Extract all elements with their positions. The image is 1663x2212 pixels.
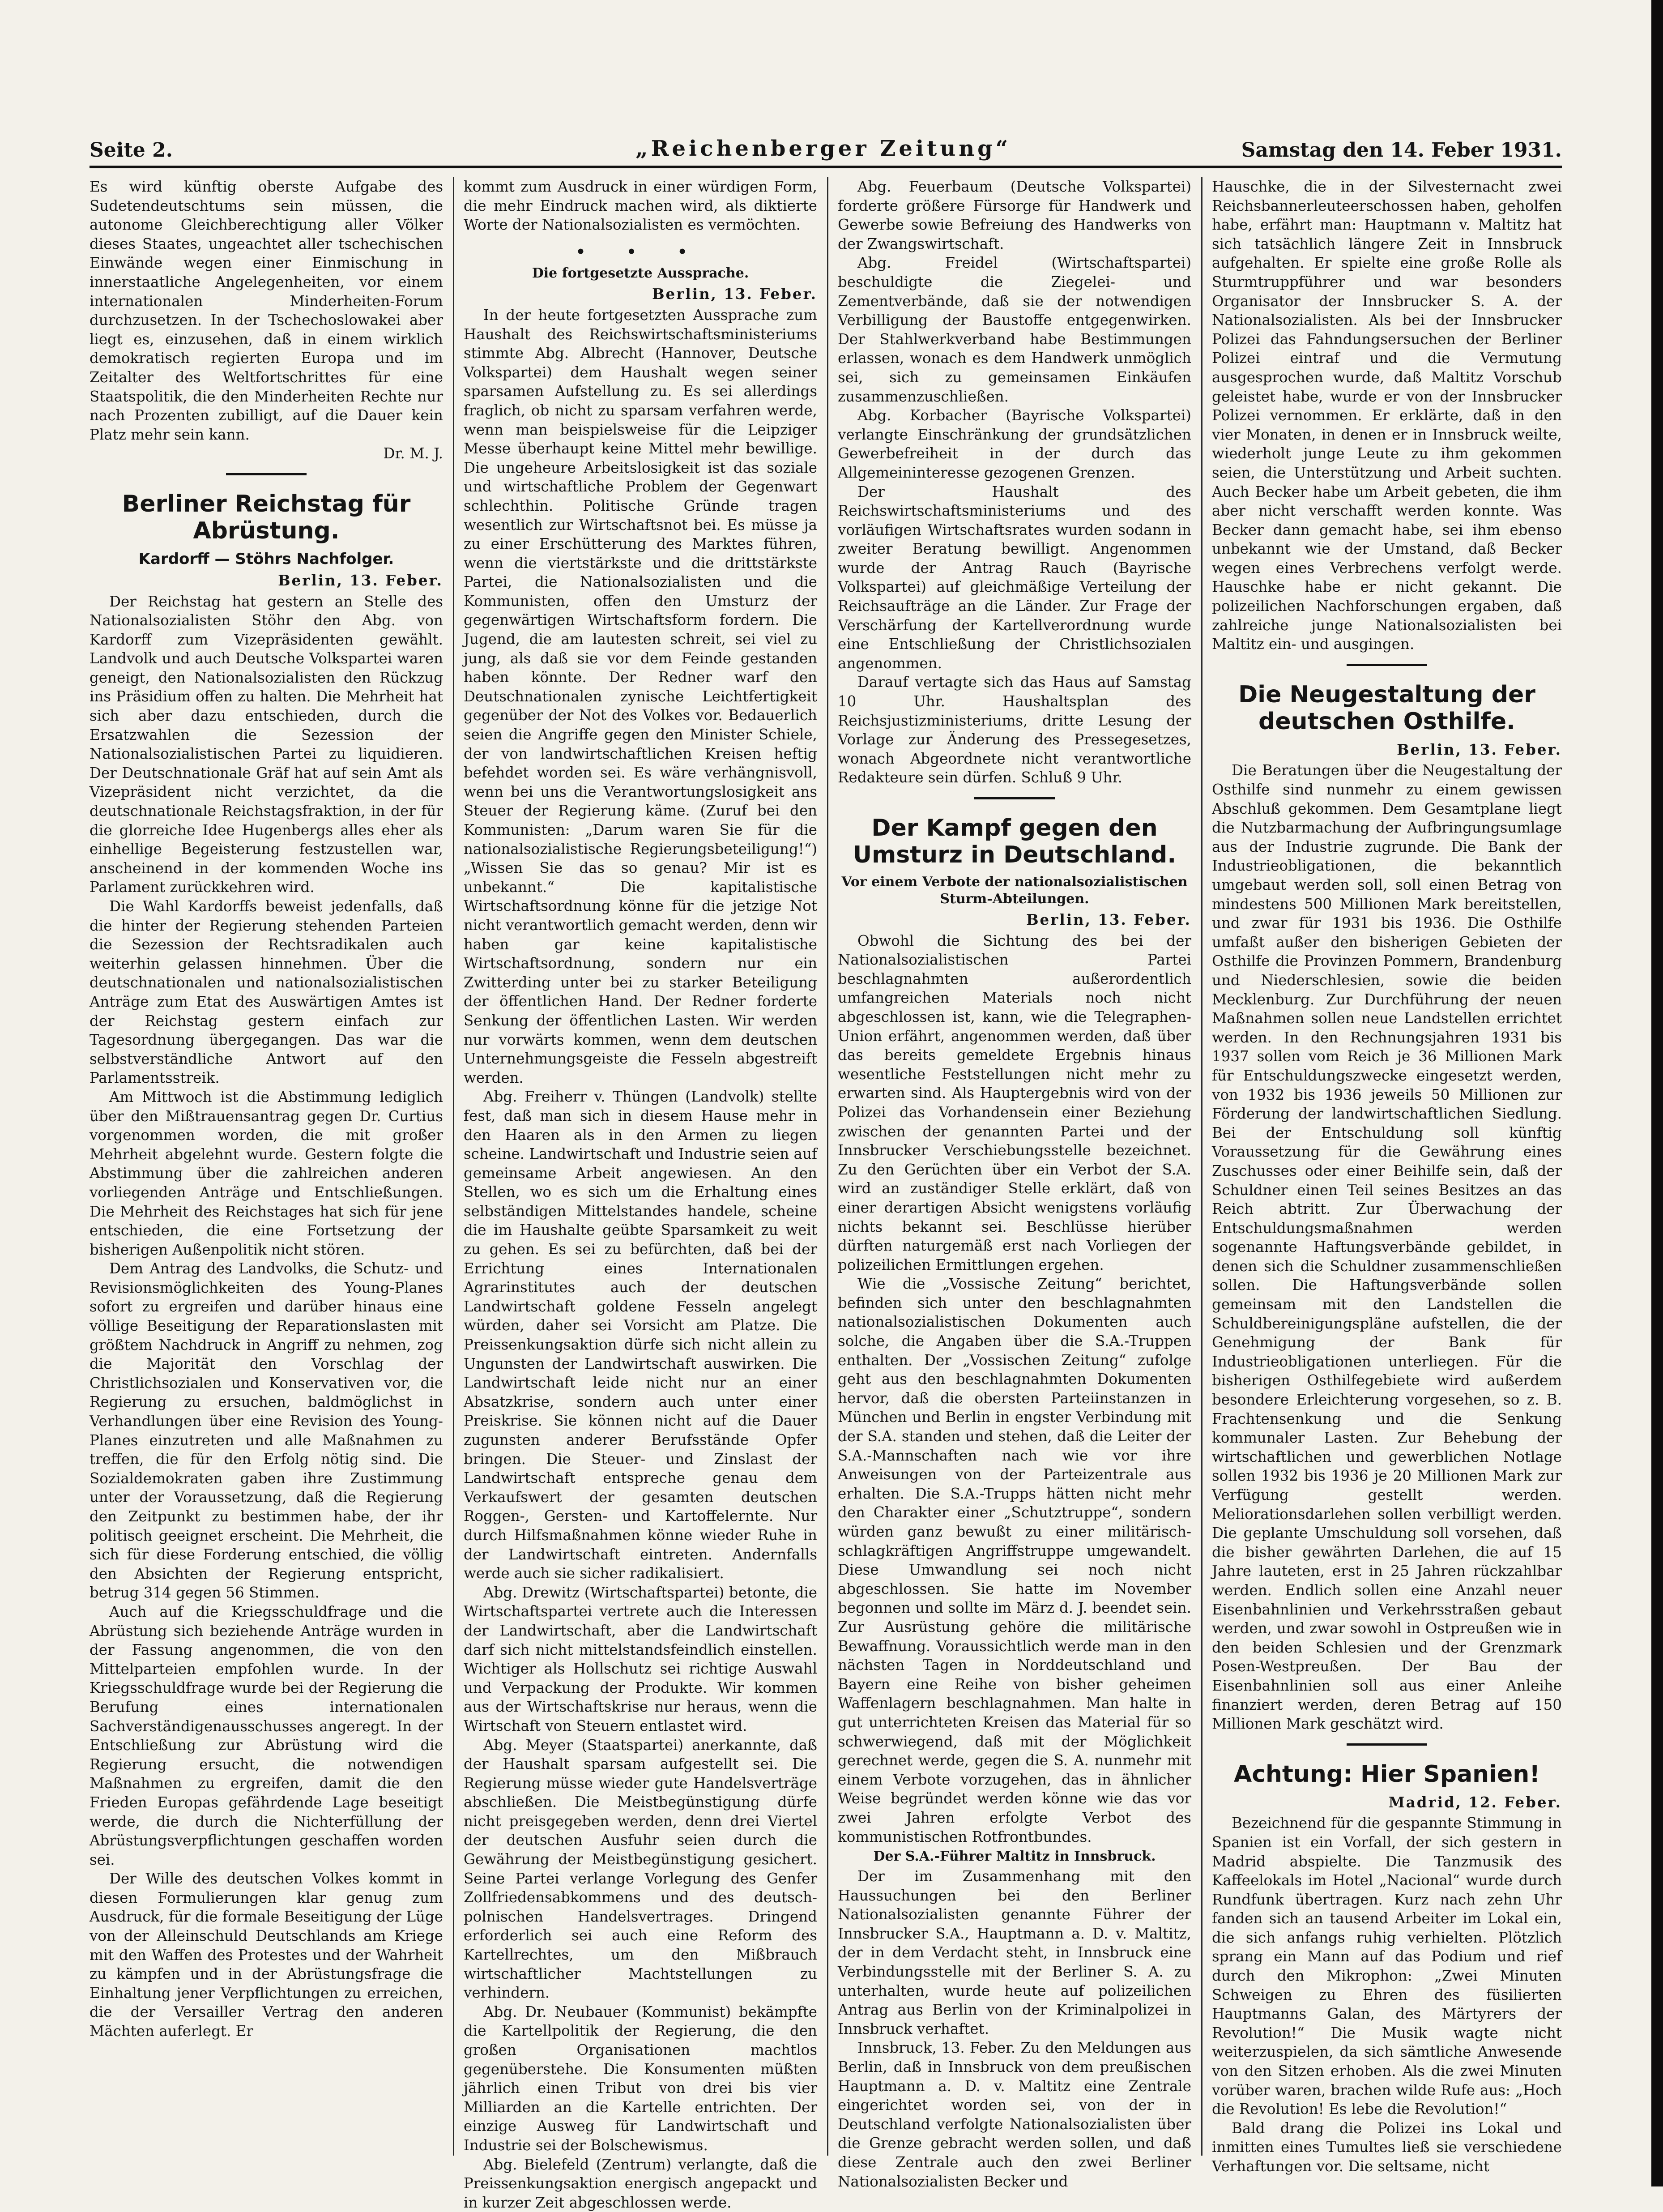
scan-edge xyxy=(1651,0,1663,2186)
columns xyxy=(90,177,1562,2211)
article-paragraph: Abg. Feuerbaum (Deutsche Volkspartei) forderte größere Fürsorge für Handwerk und Gewerbe sowie Befreiung des Handwerks von der Zwangswirtschaft. xyxy=(838,178,1191,252)
dateline: Madrid, 12. Feber. xyxy=(1388,1793,1562,1811)
subhead-maltitz: Der S.A.-Führer Maltitz in Innsbruck. xyxy=(873,1849,1156,1865)
headline-reichstag: Berliner Reichstag für Abrüstung. xyxy=(122,490,411,544)
column-4 xyxy=(1212,177,1562,2175)
divider xyxy=(974,797,1055,799)
author-signature: Dr. M. J. xyxy=(383,445,443,462)
divider xyxy=(226,473,307,475)
divider xyxy=(1347,1743,1427,1746)
article-paragraph: Bezeichnend für die gespannte Stimmung in Spanien ist ein Vorfall, der sich gestern in Madrid abspielte. Die Tanzmusik des Kaffeelokals im Hotel „Nacional“ wurde durch Rundfunk übertragen. Kurz nach zehn Uhr fanden sich an tausend Arbeiter im Lokal ein, die sich anfangs ruhig verhielten. Plötzlich sprang ein Mann auf das Podium und rief durch den Mikrophon: „Zwei Minuten Schweigen zu Ehren des füsilierten Hauptmanns Galan, des Märtyrers der Revolution!“ Die Musik wagte nicht weiterzuspielen, da sich sämtliche Anwesende von den Sitzen erhoben. Als die zwei Minuten vorüber waren, brachen wilde Rufe aus: „Hoch die Revolution! Es lebe die Revolution!“ xyxy=(1212,1815,1562,2118)
headline-osthilfe: Die Neugestaltung der deutschen Osthilfe. xyxy=(1238,681,1535,735)
article-paragraph: Abg. Bielefeld (Zentrum) verlangte, daß die Preissenkungsaktion energisch angepackt und in kurzer Zeit abgeschlossen werde. xyxy=(464,2156,817,2211)
dateline: Berlin, 13. Feber. xyxy=(278,571,443,589)
article-paragraph: Abg. Drewitz (Wirtschaftspartei) betonte, die Wirtschaftspartei vertrete auch die Interessen der Landwirtschaft, aber die Landwirtschaft darf sich nicht mittelstandsfeindlich einstellen. Wichtiger als Hollschutz sei richtige Auswahl und Verpackung der Produkte. Wir kommen aus der Wirtschaftskrise nur heraus, wenn die Wirtschaft von Steuern entlastet wird. xyxy=(464,1584,817,1734)
subhead-verbot: Vor einem Verbote der nationalsozialistischen Sturm-Abteilungen. xyxy=(841,874,1188,907)
article-paragraph: Bald drang die Polizei ins Lokal und inmitten eines Tumultes ließ sie verschiedene Verhaftungen vor. Die seltsame, nicht xyxy=(1212,2119,1562,2175)
column-2 xyxy=(464,177,817,2211)
article-paragraph: Die Wahl Kardorffs beweist jedenfalls, daß die hinter der Regierung stehenden Parteien die Sezession der Rechtsradikalen auch weiterhin gelassen hinnehmen. Über die deutschnationalen und nationalsozialistischen Anträge zum Etat des Auswärtigen Amtes ist der Reichstag gestern einfach zur Tagesordnung übergegangen. Das war die selbstverständliche Antwort auf den Parlamentsstreik. xyxy=(90,898,443,1087)
column-rule xyxy=(827,177,828,2156)
column-1 xyxy=(90,177,443,2156)
article-paragraph: Auch auf die Kriegsschuldfrage und die Abrüstung sich beziehende Anträge wurden in der Fassung angenommen, die von den Mittelparteien empfohlen wurde. In der Kriegsschuldfrage wurde bei der Regierung die Berufung eines internationalen Sachverständigenausschusses angeregt. In der Entschließung zur Abrüstung wird die Regierung ersucht, die notwendigen Maßnahmen zu ergreifen, damit die den Frieden Europas gefährdende Lage beseitigt werde, die durch die Nichterfüllung der Abrüstungsverpflichtungen geschaffen worden sei. xyxy=(90,1603,443,1868)
article-paragraph: Der Haushalt des Reichswirtschaftsministeriums und des vorläufigen Wirtschaftsrates wurden sodann in zweiter Beratung bewilligt. Angenommen wurde der Antrag Rauch (Bayrische Volkspartei) auf gleichmäßige Verteilung der Reichsaufträge an die Länder. Zur Frage der Verschärfung der Kartellverordnung wurde eine Entschließung der Christlichsozialen angenommen. xyxy=(838,483,1191,672)
dateline: Berlin, 13. Feber. xyxy=(1026,911,1191,928)
page-number: Seite 2. xyxy=(90,139,173,162)
issue-date: Samstag den 14. Feber 1931. xyxy=(1241,139,1562,162)
column-3 xyxy=(838,177,1191,2190)
article-paragraph: In der heute fortgesetzten Aussprache zum Haushalt des Reichswirtschaftsministeriums stimmte Abg. Albrecht (Hannover, Deutsche Volkspartei) dem Haushalt wegen seiner sparsamen Aufstellung zu. Es sei allerdings fraglich, ob nicht zu sparsam verfahren werde, wenn man beispielsweise für die Leipziger Messe überhaupt keine Mittel mehr bewillige. Die ungeheure Arbeitslosigkeit ist das soziale und wirtschaftliche Problem der Gegenwart schlechthin. Politische Gründe tragen wesentlich zur Wirtschaftsnot bei. Es müsse ja zu einer Erschütterung des Marktes führen, wenn die viertstärkste und die drittstärkste Partei, die Nationalsozialisten und die Kommunisten, offen den Umsturz der gegenwärtigen Wirtschaftsform fordern. Die Jugend, die am lautesten schreit, sei viel zu jung, als daß sie vor dem Feinde gestanden haben könnte. Der Redner warf den Deutschnationalen zynische Leichtfertigkeit gegenüber der Not des Volkes vor. Bedauerlich seien die Angriffe gegen den Minister Schiele, der von landwirtschaftlichen Kreisen heftig befehdet worden sei. Es wäre verhängnisvoll, wenn bei uns die Verantwortungslosigkeit ans Steuer der Regierung käme. (Zuruf bei den Kommunisten: „Darum waren Sie für die nationalsozialistische Regierungsbeteiligung!“) „Wissen Sie das so genau? Mir ist es unbekannt.“ Die kapitalistische Wirtschaftsordnung könne für die jetzige Not nicht verantwortlich gemacht werden, denn wir haben gar keine kapitalistische Wirtschaftsordnung, sondern nur ein Zwitterding unter bei zu starker Beteiligung der öffentlichen Hand. Der Redner forderte Senkung der öffentlichen Lasten. Wir werden nur vorwärts kommen, wenn dem deutschen Unternehmungsgeiste die Fesseln abgestreift werden. xyxy=(464,306,817,1086)
article-paragraph: Es wird künftig oberste Aufgabe des Sudetendeutschtums sein müssen, die autonome Gleichberechtigung aller Völker dieses Staates, ungeachtet aller tschechischen Einwände wegen einer Einmischung in innerstaatliche Angelegenheiten, vor einem internationalen Minderheiten-Forum durchzusetzen. In der Tschechoslowakei aber liegt es, einzusehen, daß in einem wirklich demokratisch regierten Europa und im Zeitalter des Weltfortschrittes für eine Staatspolitik, die den Minderheiten Rechte nur nach Prozenten zubilligt, auf die Dauer kein Platz mehr sein kann. xyxy=(90,178,443,443)
article-paragraph: Abg. Freidel (Wirtschaftspartei) beschuldigte die Ziegelei- und Zementverbände, daß sie der notwendigen Verbilligung der Baustoffe entgegenwirken. Der Stahlwerkverband habe Bestimmungen erlassen, wonach es dem Handwerk unmöglich sei, sich zu gemeinsamen Einkäufen zusammenzuschließen. xyxy=(838,254,1191,405)
article-paragraph: Obwohl die Sichtung des bei der Nationalsozialistischen Partei beschlagnahmten außerordentlich umfangreichen Materials noch nicht abgeschlossen ist, kann, wie die Telegraphen-Union erfährt, angenommen werden, daß über das bereits gemeldete Ergebnis hinaus wesentliche Feststellungen nicht mehr zu erwarten sind. Als Hauptergebnis wird von der Polizei das Vorhandensein einer Beziehung zwischen der genannten Partei und der Innsbrucker Verschiebungsstelle bezeichnet. Zu den Gerüchten über ein Verbot der S.A. wird an zuständiger Stelle erklärt, daß von einer derartigen Absicht wenigstens vorläufig nichts bekannt sei. Beschlüsse hierüber dürften naturgemäß erst nach Vorliegen der polizeilichen Ermittlungen ergehen. xyxy=(838,932,1191,1273)
article-paragraph: Der im Zusammenhang mit den Haussuchungen bei den Berliner Nationalsozialisten genannte Führer der Innsbrucker S.A., Hauptmann a. D. v. Maltitz, der in dem Verdacht steht, in Innsbruck eine Verbindungsstelle mit der Berliner S. A. zu unterhalten, wurde heute auf polizeilichen Antrag aus Berlin von der Kriminalpolizei in Innsbruck verhaftet. xyxy=(838,1868,1191,2037)
divider xyxy=(1347,664,1427,666)
column-rule xyxy=(453,177,454,2156)
subhead-aussprache: Die fortgesetzte Aussprache. xyxy=(532,265,749,282)
article-paragraph: Abg. Dr. Neubauer (Kommunist) bekämpfte die Kartellpolitik der Regierung, die den großen Organisationen machtlos gegenüberstehe. Die Konsumenten müßten jährlich einen Tribut von drei bis vier Milliarden an die Kartelle entrichten. Der einzige Ausweg für Landwirtschaft und Industrie sei der Bolschewismus. xyxy=(464,2003,817,2154)
article-paragraph: Wie die „Vossische Zeitung“ berichtet, befinden sich unter den beschlagnahmten nationalsozialistischen Dokumenten auch solche, die Angaben über die S.A.-Truppen enthalten. Der „Vossischen Zeitung“ zufolge geht aus den beschlagnahmten Dokumenten hervor, daß die obersten Parteiinstanzen in München und Berlin in engster Verbindung mit der S.A. standen und stehen, daß die Leiter der S.A.-Mannschaften nach wie vor ihre Anweisungen von der Parteizentrale aus erhalten. Die S.A.-Trupps hätten nicht mehr den Charakter einer „Schutztruppe“, sondern würden ganz bewußt zu einer militärisch-schlagkräftigen Angriffstruppe umgewandelt. Diese Umwandlung sei noch nicht abgeschlossen. Sie hatte im November begonnen und sollte im März d. J. beendet sein. Zur Ausrüstung gehöre die militärische Bewaffnung. Voraussichtlich werde man in den nächsten Tagen in Norddeutschland und Bayern eine Reihe von bisher geheimen Waffenlagern beschlagnahmen. Man halte in gut unterrichteten Kreisen das Material für so schwerwiegend, daß mit der Möglichkeit gerechnet werde, gegen die S. A. nunmehr mit einem Verbote vorzugehen, das in ähnlicher Weise begründet werden könne wie das vor zwei Jahren erfolgte Verbot des kommunistischen Rotfrontbundes. xyxy=(838,1275,1191,1845)
article-paragraph: Innsbruck, 13. Feber. Zu den Meldungen aus Berlin, daß in Innsbruck von dem preußischen Hauptmann a. D. v. Maltitz eine Zentrale eingerichtet worden sei, von der in Deutschland verfolgte Nationalsozialisten über die Grenze gebracht werden sollen, und daß diese Zentrale auch den zwei Berliner Nationalsozialisten Becker und xyxy=(838,2039,1191,2190)
headline-spanien: Achtung: Hier Spanien! xyxy=(1233,1760,1540,1788)
subhead-kardorff: Kardorff — Stöhrs Nachfolger. xyxy=(138,550,394,568)
article-paragraph: Die Beratungen über die Neugestaltung der Osthilfe sind nunmehr zu einem gewissen Abschluß gekommen. Dem Gesamtplane liegt die Nutzbarmachung der Aufbringungsumlage aus der Industrie zugrunde. Die Bank der Industrieobligationen, die bekanntlich umgebaut werden soll, soll einen Betrag von mindestens 500 Millionen Mark bereitstellen, und zwar für 1931 bis 1936. Die Osthilfe umfaßt außer den bisherigen Gebieten der Osthilfe die Provinzen Pommern, Brandenburg und Niederschlesien, sowie die beiden Mecklenburg. Zur Durchführung der neuen Maßnahmen sollen neue Landstellen errichtet werden. In den Rechnungsjahren 1931 bis 1937 sollen vom Reich je 36 Millionen Mark für Entschuldungszwecke eingesetzt werden, von 1932 bis 1936 jeweils 50 Millionen zur Förderung der landwirtschaftlichen Siedlung. Bei der Entschuldung soll künftig Voraussetzung für die Gewährung eines Zuschusses oder einer Beihilfe sein, daß der Schuldner einen Teil seines Besitzes an das Reich abtritt. Zur Überwachung der Entschuldungsmaßnahmen werden sogenannte Haftungsverbände gebildet, in denen sich die Schuldner zusammenschließen sollen. Die Haftungsverbände sollen gemeinsam mit den Landstellen die Schuldbereinigungspläne aufstellen, die der Genehmigung der Bank für Industrieobligationen unterliegen. Für die bisherigen Osthilfegebiete wird außerdem besondere Erleichterung vorgesehen, so z. B. Frachtensenkung und die Senkung kommunaler Lasten. Zur Behebung der wirtschaftlichen und gewerblichen Notlage sollen 1932 bis 1936 je 20 Millionen Mark zur Verfügung gestellt werden. Meliorationsdarlehen sollen verbilligt werden. Die geplante Umschuldung soll vorsehen, daß die bisher gewährten Darlehen, die auf 15 Jahre lauteten, erst in 25 Jahren rückzahlbar werden. Endlich sollen eine Anzahl neuer Eisenbahnlinien und Verkehrsstraßen gebaut werden, und zwar sowohl in Ostpreußen wie in den beiden Schlesien und der Grenzmark Posen-Westpreußen. Der Bau der Eisenbahnlinien soll aus einer Anleihe finanziert werden, deren Betrag auf 150 Millionen Mark geschätzt wird. xyxy=(1212,762,1562,1733)
article-paragraph: Am Mittwoch ist die Abstimmung lediglich über den Mißtrauensantrag gegen Dr. Curtius vorgenommen worden, die mit großer Mehrheit abgelehnt wurde. Gestern folgte die Abstimmung über die zahlreichen anderen vorliegenden Anträge und Entschließungen. Die Mehrheit des Reichstages hat sich für jene entschieden, die eine Fortsetzung der bisherigen Außenpolitik nicht stören. xyxy=(90,1088,443,1258)
column-rule xyxy=(1201,177,1202,2156)
article-paragraph: Hauschke, die in der Silvesternacht zwei Reichsbannerleuteerschossen haben, geholfen habe, erfährt man: Hauptmann v. Maltitz hat sich tatsächlich längere Zeit in Innsbruck aufgehalten. Er spielte eine große Rolle als Sturmtruppführer und war besonders Organisator der Innsbrucker S. A. der Nationalsozialisten. Als bei der Innsbrucker Polizei das Fahndungsersuchen der Berliner Polizei eintraf und die Vermutung ausgesprochen wurde, daß Maltitz Vorschub geleistet habe, wurde er von der Innsbrucker Polizei vernommen. Er erklärte, daß in den vier Monaten, in denen er in Innsbruck weilte, wiederholt junge Leute zu ihm gekommen seien, die Unterstützung und Arbeit suchten. Auch Becker habe um Arbeit gebeten, die ihm aber nicht verschafft werden konnte. Was Becker dann gemacht habe, sei ihm ebenso unbekannt wie der Umstand, daß Becker wegen eines Verbrechens verfolgt werde. Hauschke habe er nicht gekannt. Die polizeilichen Nachforschungen ergaben, daß zahlreiche junge Nationalsozialisten bei Maltitz ein- und ausgingen. xyxy=(1212,178,1562,653)
masthead: „Reichenberger Zeitung“ xyxy=(635,136,1011,161)
dateline: Berlin, 13. Feber. xyxy=(1397,740,1562,758)
headline-umsturz: Der Kampf gegen den Umsturz in Deutschland. xyxy=(853,815,1177,868)
article-paragraph: Abg. Korbacher (Bayrische Volkspartei) verlangte Einschränkung der grundsätzlichen Gewerbefreiheit in der durch das Allgemeininteresse gezogenen Grenzen. xyxy=(838,407,1191,481)
newspaper-page xyxy=(90,134,1562,2211)
section-separator: • • • xyxy=(576,243,705,261)
article-paragraph: kommt zum Ausdruck in einer würdigen Form, die mehr Eindruck machen wird, als diktierte Worte der Nationalsozialisten es vermöchten. xyxy=(464,178,817,234)
article-paragraph: Dem Antrag des Landvolks, die Schutz- und Revisionsmöglichkeiten des Young-Planes sofort zu ergreifen und darüber hinaus eine völlige Beseitigung der Reparationslasten mit größtem Nachdruck in Angriff zu nehmen, zog die Majorität den Vorschlag der Christlichsozialen und Konservativen vor, die Regierung zu ersuchen, baldmöglichst in Verhandlungen über eine Revision des Young-Planes einzutreten und alle Maßnahmen zu treffen, die für den Erfolg nötig sind. Die Sozialdemokraten gaben ihre Zustimmung unter der Voraussetzung, daß die Regierung den Zeitpunkt zu bestimmen habe, der ihr politisch geeignet erscheint. Die Mehrheit, die sich für diese Forderung entschied, die völlig den Absichten der Regierung entspricht, betrug 314 gegen 56 Stimmen. xyxy=(90,1260,443,1601)
article-paragraph: Der Wille des deutschen Volkes kommt in diesen Formulierungen klar genug zum Ausdruck, für die formale Beseitigung der Lüge von der Alleinschuld Deutschlands am Kriege mit den Waffen des Protestes und der Wahrheit zu kämpfen und in der Abrüstungsfrage die Einhaltung jener Verpflichtungen zu erreichen, die der Versailler Vertrag den anderen Mächten auferlegt. Er xyxy=(90,1870,443,2040)
page-header xyxy=(90,134,1562,168)
article-paragraph: Der Reichstag hat gestern an Stelle des Nationalsozialisten Stöhr den Abg. von Kardorff zum Vizepräsidenten gewählt. Landvolk und auch Deutsche Volkspartei waren geneigt, den Nationalsozialisten den Rückzug ins Präsidium offen zu halten. Die Mehrheit hat sich aber dazu entschieden, durch die Ersatzwahlen die Sezession der Nationalsozialistischen Partei zu liquidieren. Der Deutschnationale Gräf hat auf sein Amt als Vizepräsident nicht verzichtet, da die deutschnationale Reichstagsfraktion, in der für die glorreiche Idee Hugenbergs alles eher als einhellige Begeisterung festzustellen war, anscheinend in der kommenden Woche ins Parlament zurückkehren wird. xyxy=(90,593,443,896)
article-paragraph: Abg. Meyer (Staatspartei) anerkannte, daß der Haushalt sparsam aufgestellt sei. Die Regierung müsse wieder gute Handelsverträge abschließen. Die Meistbegünstigung dürfe nicht preisgegeben werden, denn drei Viertel der deutschen Ausfuhr seien durch die Gewährung der Meistbegünstigung gesichert. Seine Partei verlange Vorlegung des Genfer Zollfriedensabkommens und des deutsch-polnischen Handelsvertrages. Dringend erforderlich sei auch eine Reform des Kartellrechtes, um den Mißbrauch wirtschaftlicher Machtstellungen zu verhindern. xyxy=(464,1736,817,2002)
article-paragraph: Abg. Freiherr v. Thüngen (Landvolk) stellte fest, daß man sich in diesem Hause mehr in den Haaren als in den Armen zu liegen scheine. Landwirtschaft und Industrie seien auf gemeinsame Arbeit angewiesen. An den Stellen, wo es sich um die Erhaltung eines selbständigen Mittelstandes handele, scheine die im Haushalte geübte Sparsamkeit zu weit zu gehen. Es sei zu befürchten, daß bei der Errichtung eines Internationalen Agrarinstitutes auch der deutschen Landwirtschaft goldene Fesseln angelegt würden, daher sei Vorsicht am Platze. Die Preissenkungsaktion dürfe sich nicht allein zu Ungunsten der Landwirtschaft auswirken. Die Landwirtschaft leide nicht nur an einer Absatzkrise, sondern auch unter einer Preiskrise. Sie können nicht auf die Dauer zugunsten anderer Berufsstände Opfer bringen. Die Steuer- und Zinslast der Landwirtschaft entspreche genau dem Verkaufswert der gesamten deutschen Roggen-, Gersten- und Kartoffelernte. Nur durch Hilfsmaßnahmen könne wieder Ruhe in der Landwirtschaft eintreten. Andernfalls werde auch sie sicher radikalisiert. xyxy=(464,1088,817,1582)
dateline: Berlin, 13. Feber. xyxy=(652,285,817,303)
article-paragraph: Darauf vertagte sich das Haus auf Samstag 10 Uhr. Haushaltsplan des Reichsjustizministeriums, dritte Lesung der Vorlage zur Änderung des Pressegesetzes, wonach Abgeordnete nicht verantwortliche Redakteure sein dürfen. Schluß 9 Uhr. xyxy=(838,674,1191,786)
